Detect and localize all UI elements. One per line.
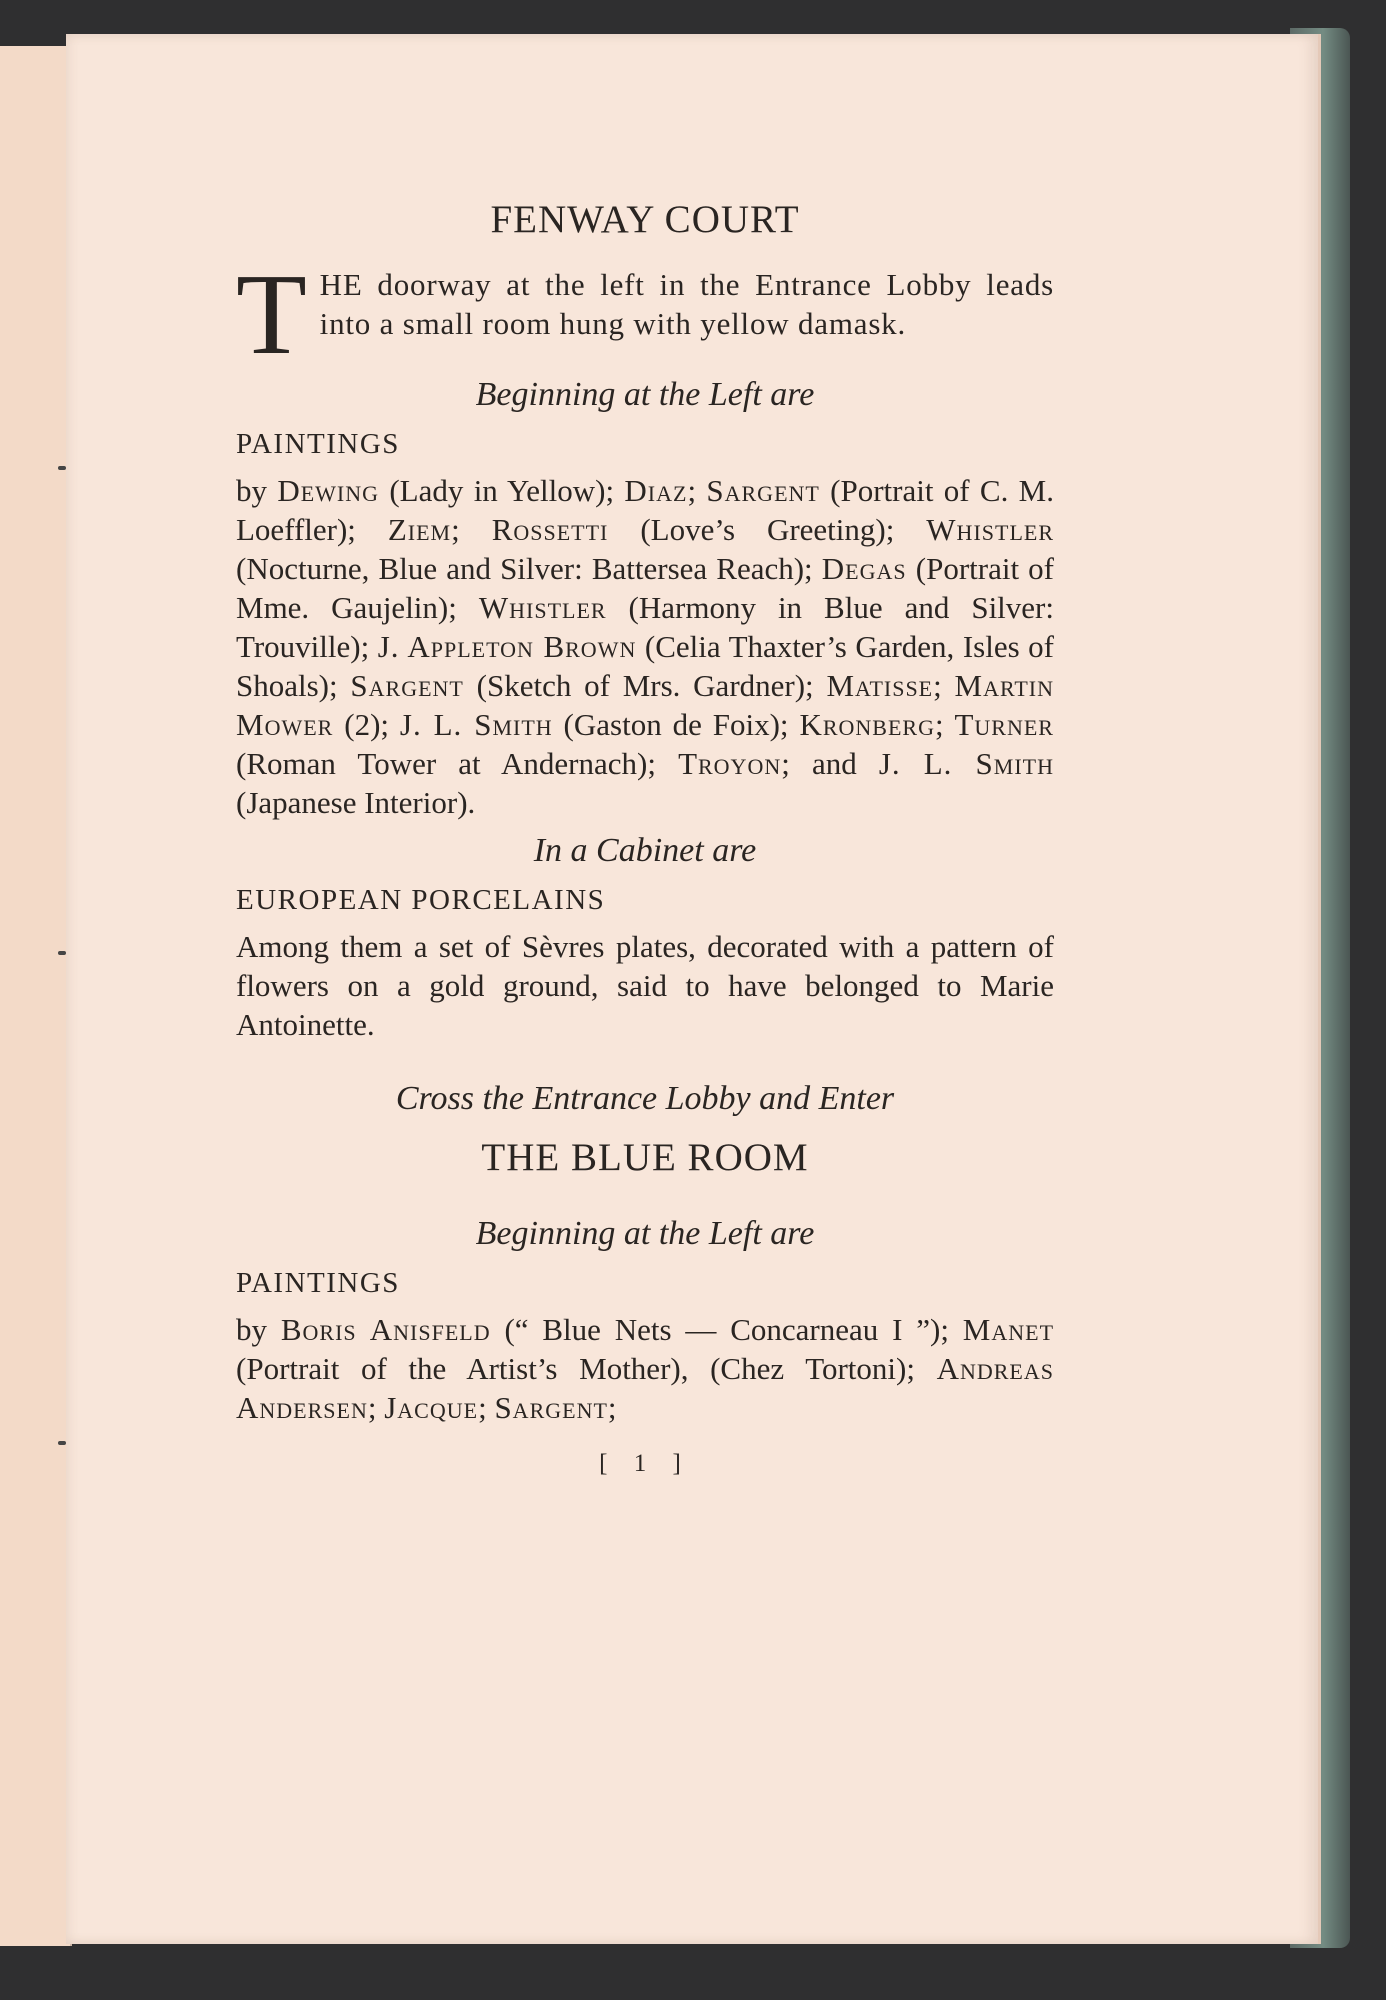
list-text: (Japanese Interior). xyxy=(236,785,476,820)
artist-name: Dewing xyxy=(277,473,380,508)
list-text: ; xyxy=(934,707,955,742)
artist-name: Andreas Andersen xyxy=(236,1351,1054,1425)
artist-name: J. L. Smith xyxy=(399,707,553,742)
artist-name: Sargent xyxy=(350,668,464,703)
section-subheading: Beginning at the Left are xyxy=(475,1215,815,1252)
list-text: by xyxy=(236,1312,281,1347)
section-label: PAINTINGS xyxy=(236,428,400,460)
list-text: (Harmony in Blue and Silver: Trouville); xyxy=(236,590,1054,664)
artist-name: Kronberg xyxy=(799,707,935,742)
list-text: (Lady in Yellow); xyxy=(379,473,625,508)
section-subheading: In a Cabinet are xyxy=(533,832,757,869)
artist-name: Sargent xyxy=(706,473,820,508)
blue-room-paintings-list xyxy=(236,1310,1054,1427)
list-text: (Celia Thaxter’s Garden, Isles of Shoals); xyxy=(236,629,1055,703)
list-text: ; and xyxy=(781,746,879,781)
paintings-list xyxy=(236,471,1054,822)
artist-name: Sargent xyxy=(494,1390,608,1425)
porcelain-description xyxy=(236,927,1054,1044)
artist-name: Troyon xyxy=(678,746,782,781)
section-subheading: Beginning at the Left are xyxy=(475,376,815,413)
list-text: ; xyxy=(478,1390,495,1425)
drop-cap: T xyxy=(236,251,308,379)
artist-name: Degas xyxy=(821,551,907,586)
list-text: Among them a set of Sèvres plates, decorated with a pattern of flowers on a gold ground, said to have belonged to Marie Antoinette. xyxy=(236,929,1054,1042)
section-label: EUROPEAN PORCELAINS xyxy=(236,884,606,916)
artist-name: Jacque xyxy=(384,1390,479,1425)
page-number: [ 1 ] xyxy=(599,1450,691,1477)
artist-name: Manet xyxy=(962,1312,1055,1347)
page-title: FENWAY COURT xyxy=(490,198,800,241)
list-text: (Roman Tower at Andernach); xyxy=(236,746,679,781)
intro-text: HE doorway at the left in the Entrance Lobby leads into a small room hung with yellow damask. xyxy=(319,267,1054,341)
list-text: ; xyxy=(607,1390,617,1425)
artist-name: Martin Mower xyxy=(236,668,1054,742)
artist-name: Ziem xyxy=(387,512,452,547)
list-text: (Gaston de Foix); xyxy=(552,707,800,742)
list-text: ; xyxy=(933,668,955,703)
list-text: by xyxy=(236,473,278,508)
list-text: ; xyxy=(451,512,492,547)
list-text: (Portrait of the Artist’s Mother), (Chez Tortoni); xyxy=(236,1351,937,1386)
page-edge-mark xyxy=(58,951,66,955)
page-edge-mark xyxy=(58,466,66,470)
room-heading: THE BLUE ROOM xyxy=(481,1136,809,1179)
artist-name: Turner xyxy=(954,707,1054,742)
artist-name: Whistler xyxy=(926,512,1054,547)
intro-paragraph xyxy=(236,251,1054,379)
list-text: ; xyxy=(367,1390,385,1425)
page-edge-mark xyxy=(58,1441,66,1445)
list-text: (2); xyxy=(333,707,400,742)
list-text: ; xyxy=(687,473,707,508)
page-text xyxy=(236,200,1054,1476)
list-text: (Sketch of Mrs. Gardner); xyxy=(463,668,827,703)
artist-name: Whistler xyxy=(478,590,607,625)
artist-name: Boris Anisfeld xyxy=(280,1312,491,1347)
artist-name: Matisse xyxy=(826,668,934,703)
list-text: (Portrait of C. M. Loeffler); xyxy=(236,473,1054,547)
section-label: PAINTINGS xyxy=(236,1267,400,1299)
artist-name: J. L. Smith xyxy=(878,746,1054,781)
transition-line: Cross the Entrance Lobby and Enter xyxy=(395,1080,895,1117)
list-text: (Love’s Greeting); xyxy=(608,512,927,547)
list-text: (Nocturne, Blue and Silver: Battersea Reach); xyxy=(236,551,822,586)
artist-name: Diaz xyxy=(624,473,688,508)
previous-page-edge xyxy=(0,46,72,1946)
list-text: (“ Blue Nets — Concarneau I ”); xyxy=(490,1312,963,1347)
artist-name: Rossetti xyxy=(491,512,609,547)
artist-name: J. Appleton Brown xyxy=(377,629,637,664)
list-text: (Portrait of Mme. Gaujelin); xyxy=(236,551,1054,625)
